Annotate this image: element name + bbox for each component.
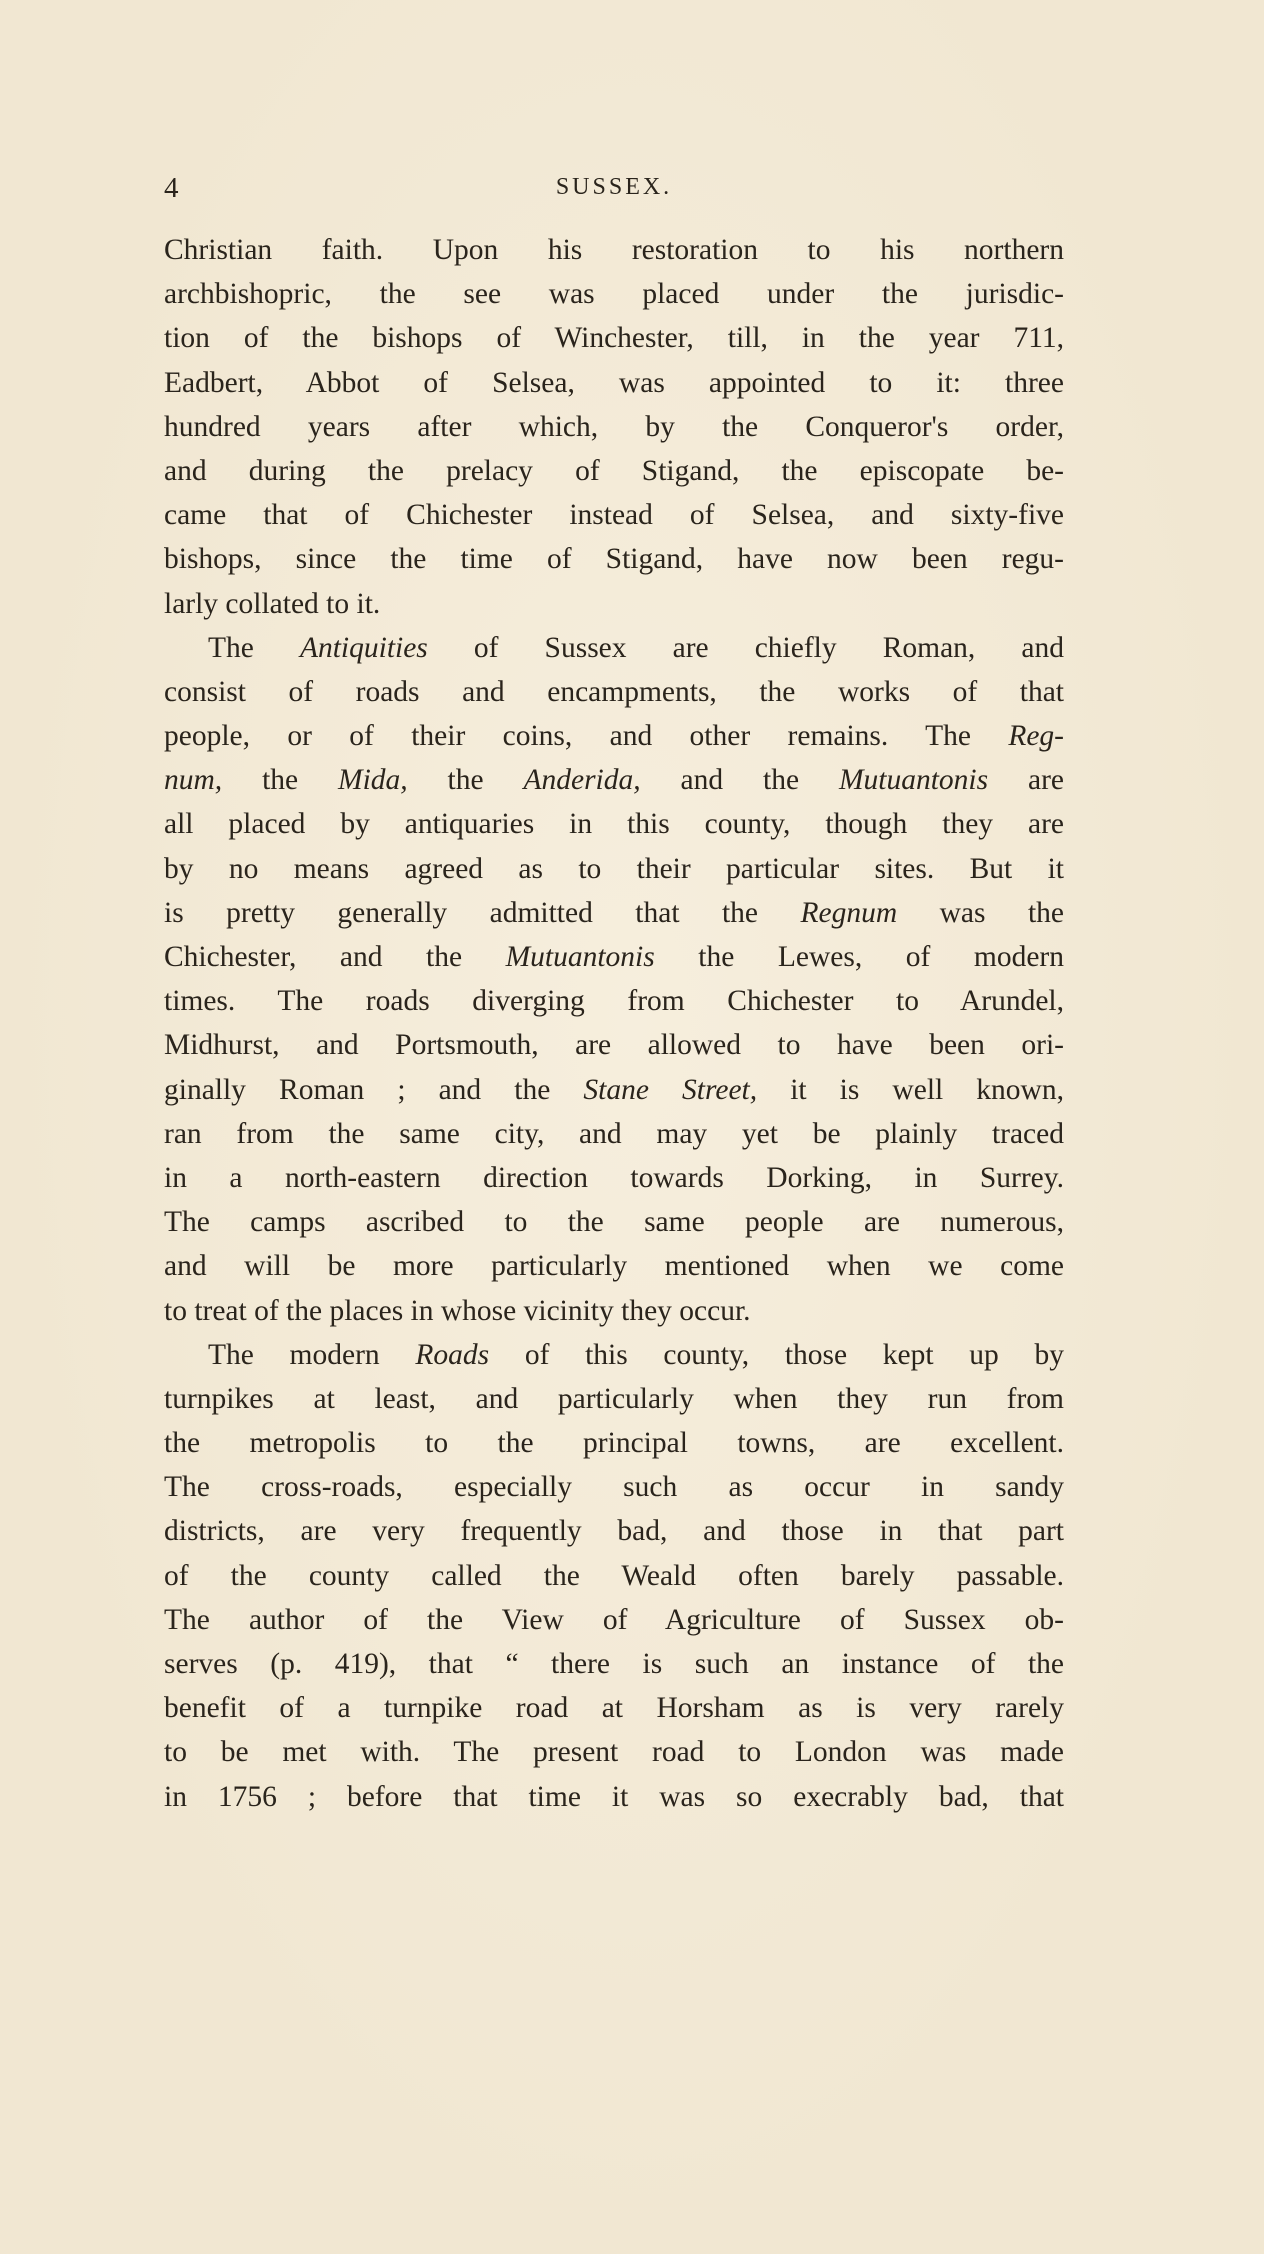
text-run: The camps ascribed to the same people are numerous, [164, 1206, 1064, 1239]
text-line [164, 1068, 1064, 1112]
text-run: turnpikes at least, and particularly when they run from [164, 1382, 1064, 1415]
text-line [164, 1421, 1064, 1465]
italic-term: Mutuantonis [505, 941, 655, 973]
text-run: the [407, 764, 524, 797]
text-line [164, 361, 1064, 405]
text-line [164, 537, 1064, 581]
text-line [164, 1156, 1064, 1200]
text-line [164, 1377, 1064, 1421]
text-line [164, 1244, 1064, 1288]
text-line [164, 1730, 1064, 1774]
text-line [164, 405, 1064, 449]
running-head-title: SUSSEX. [555, 174, 673, 200]
text-line [164, 1686, 1064, 1730]
text-line [164, 1289, 1064, 1333]
text-line [164, 979, 1064, 1023]
text-line [164, 1598, 1064, 1642]
text-line [164, 582, 1064, 626]
text-run: and will be more particularly mentioned when we come [164, 1250, 1064, 1283]
text-run: bishops, since the time of Stigand, have now been regu- [164, 543, 1064, 576]
text-line [164, 493, 1064, 537]
text-line [164, 272, 1064, 316]
text-run: The modern [208, 1338, 416, 1371]
text-line [164, 758, 1064, 802]
text-run: benefit of a turnpike road at Horsham as is very rarely [164, 1692, 1064, 1725]
text-line [164, 847, 1064, 891]
text-run: are [988, 764, 1064, 797]
text-run: in 1756 ; before that time it was so execrably bad, that [164, 1780, 1064, 1813]
text-run: all placed by antiquaries in this county, though they are [164, 808, 1064, 841]
text-run: of the county called the Weald often barely passable. [164, 1559, 1064, 1592]
text-run: serves (p. 419), that “ there is such an instance of the [164, 1648, 1064, 1680]
text-run: districts, are very frequently bad, and those in that part [164, 1515, 1064, 1548]
text-run: Eadbert, Abbot of Selsea, was appointed to it: three [164, 366, 1064, 399]
text-run: ran from the same city, and may yet be plainly traced [164, 1117, 1064, 1150]
text-run: Chichester, and the [164, 941, 506, 973]
text-line [164, 714, 1064, 758]
text-run: by no means agreed as to their particular sites. But it [164, 852, 1064, 885]
text-run: is pretty generally admitted that the [164, 896, 801, 929]
body-text [164, 228, 1064, 1819]
italic-term: Antiquities [299, 631, 428, 664]
text-run: The [208, 631, 300, 664]
page-number: 4 [164, 172, 180, 204]
text-line [164, 891, 1064, 935]
text-run: to be met with. The present road to London was made [164, 1736, 1064, 1769]
text-run: Christian faith. Upon his restoration to his northern [164, 234, 1064, 266]
text-run: archbishopric, the see was placed under the jurisdic- [164, 278, 1064, 311]
text-line [164, 1775, 1064, 1819]
text-run: of this county, those kept up by [489, 1338, 1064, 1371]
italic-term: Mutuantonis [838, 764, 989, 797]
text-run: consist of roads and encampments, the works of that [164, 675, 1064, 708]
text-run: tion of the bishops of Winchester, till, in the year 711, [164, 322, 1064, 355]
text-line [164, 1023, 1064, 1067]
text-run: ginally Roman ; and the [164, 1073, 584, 1106]
text-run: The author of the View of Agriculture of Sussex ob- [164, 1603, 1064, 1636]
text-line [164, 1200, 1064, 1244]
text-line [164, 1509, 1064, 1553]
italic-term: Roads [415, 1338, 490, 1371]
text-run: and the [640, 764, 839, 797]
text-run: Midhurst, and Portsmouth, are allowed to have been ori- [164, 1029, 1064, 1062]
text-line [164, 935, 1064, 979]
text-run: the [222, 764, 338, 797]
text-line [164, 1642, 1064, 1686]
text-run: times. The roads diverging from Chichester to Arundel, [164, 985, 1064, 1018]
text-run: came that of Chichester instead of Selsea, and sixty-five [164, 499, 1064, 532]
text-run: the Lewes, of modern [654, 941, 1064, 973]
italic-term: Reg- [1008, 720, 1064, 753]
text-line [164, 1554, 1064, 1598]
italic-term: num, [164, 764, 223, 797]
text-line [164, 1465, 1064, 1509]
italic-term: Stane Street, [583, 1073, 758, 1106]
text-run: people, or of their coins, and other remains. The [164, 720, 1009, 753]
text-run: and during the prelacy of Stigand, the episcopate be- [164, 454, 1064, 487]
text-run: The cross-roads, especially such as occur in sandy [164, 1471, 1064, 1504]
text-line [164, 449, 1064, 493]
text-line [164, 670, 1064, 714]
text-line [164, 802, 1064, 846]
text-line [164, 316, 1064, 360]
running-head [164, 172, 1064, 212]
text-run: to treat of the places in whose vicinity they occur. [164, 1294, 751, 1327]
text-run: it is well known, [757, 1073, 1064, 1106]
text-line [164, 626, 1064, 670]
italic-term: Mida, [338, 764, 408, 797]
text-line [164, 1333, 1064, 1377]
text-line [164, 228, 1064, 272]
text-run: the metropolis to the principal towns, are excellent. [164, 1427, 1064, 1460]
italic-term: Anderida, [523, 764, 641, 797]
text-run: of Sussex are chiefly Roman, and [427, 631, 1064, 664]
text-line [164, 1112, 1064, 1156]
text-run: in a north-eastern direction towards Dorking, in Surrey. [164, 1161, 1064, 1194]
text-run: was the [897, 896, 1064, 929]
italic-term: Regnum [800, 896, 898, 929]
text-run: hundred years after which, by the Conqueror's order, [164, 410, 1064, 443]
text-run: larly collated to it. [164, 587, 381, 620]
